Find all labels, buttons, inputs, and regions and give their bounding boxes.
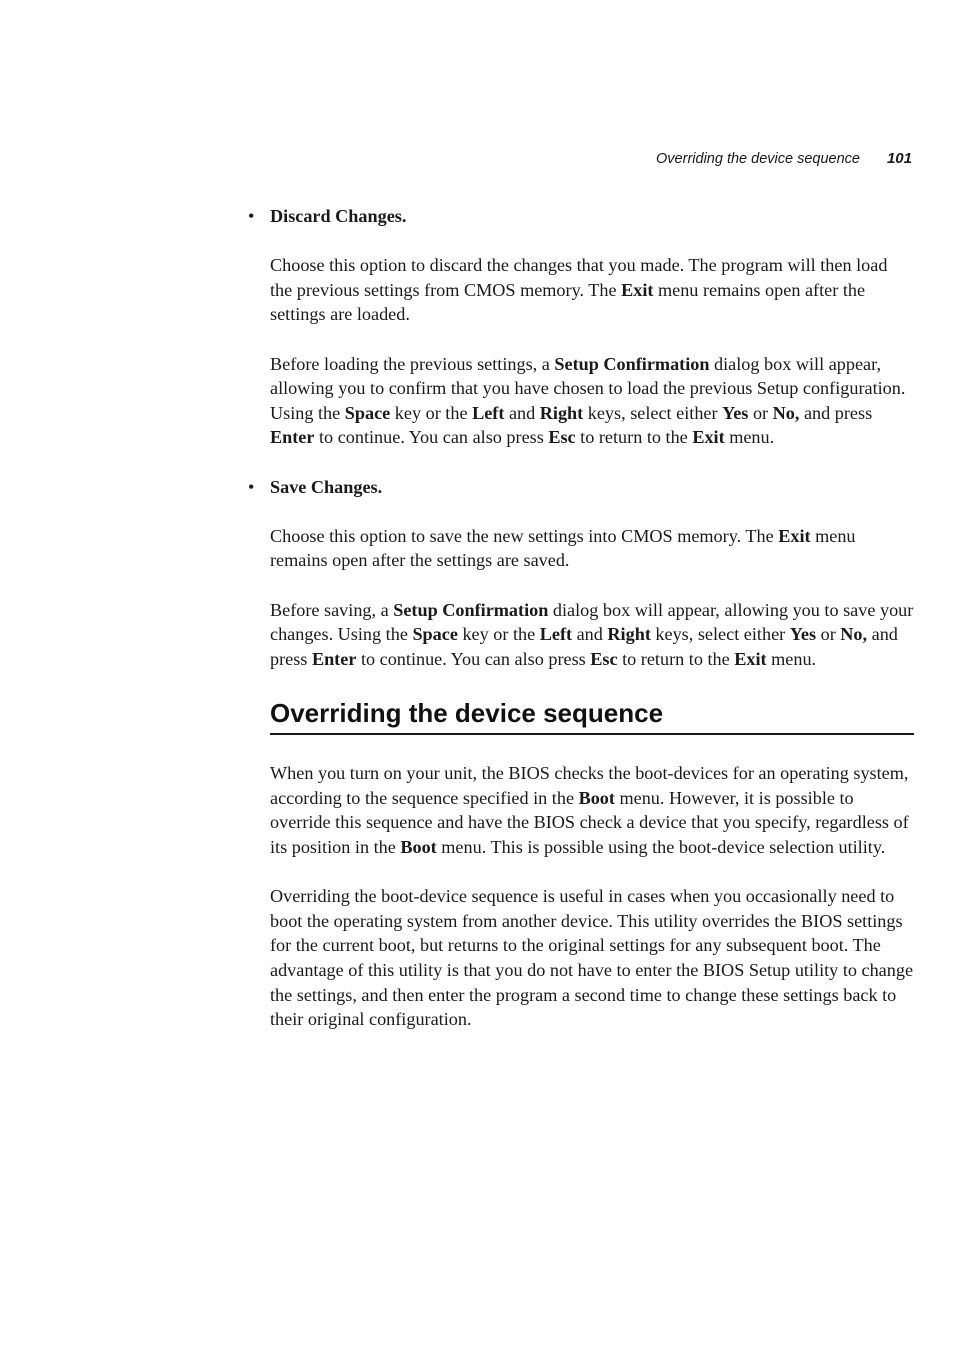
bullet-heading: Save Changes. (270, 476, 383, 497)
bullet-save-changes (248, 475, 914, 500)
section-heading: Overriding the device sequence (270, 697, 914, 735)
section-paragraph-1: When you turn on your unit, the BIOS checks the boot-devices for an operating system, according to the sequence specified in the Boot menu. However, it is possible to override this sequence and have the BIOS check a device that you specify, regardless of its position in the Boot menu. This is possible using the boot-device selection utility. (270, 763, 909, 858)
bullet-heading: Discard Changes. (270, 206, 407, 226)
bullet-icon: • (248, 476, 255, 497)
save-paragraph-2: Before saving, a Setup Confirmation dialog box will appear, allowing you to save your changes. Using the Space key or the Left and Right keys, select either Yes or No, and press Enter to continue. You can also press Esc to return to the Exit menu. (270, 599, 914, 669)
save-paragraph-1: Choose this option to save the new settings into CMOS memory. The Exit menu remains open after the settings are saved. (270, 525, 856, 571)
discard-paragraph-1: Choose this option to discard the changes that you made. The program will then load the previous settings from CMOS memory. The Exit menu remains open after the settings are loaded. (270, 255, 888, 325)
section-paragraph-2: Overriding the boot-device sequence is useful in cases when you occasionally need to boot the operating system from another device. This utility overrides the BIOS settings for the current boot, but returns to the original settings for any subsequent boot. The advantage of this utility is that you do not have to enter the BIOS Setup utility to change the settings, and then enter the program a second time to change these settings back to their original configuration. (270, 886, 914, 1030)
running-header (656, 150, 912, 167)
running-header-title: Overriding the device sequence (656, 151, 860, 167)
discard-paragraph-2: Before loading the previous settings, a Setup Confirmation dialog box will appear, allowing you to confirm that you have chosen to load the previous Setup configuration. Using the Space key or the Left and Right keys, select either Yes or No, and press Enter to continue. You can also press Esc to return to the Exit menu. (270, 353, 906, 448)
bullet-discard-changes (248, 204, 914, 229)
page-body (248, 204, 914, 1032)
bullet-icon: • (248, 206, 255, 226)
page-number: 101 (886, 150, 912, 167)
